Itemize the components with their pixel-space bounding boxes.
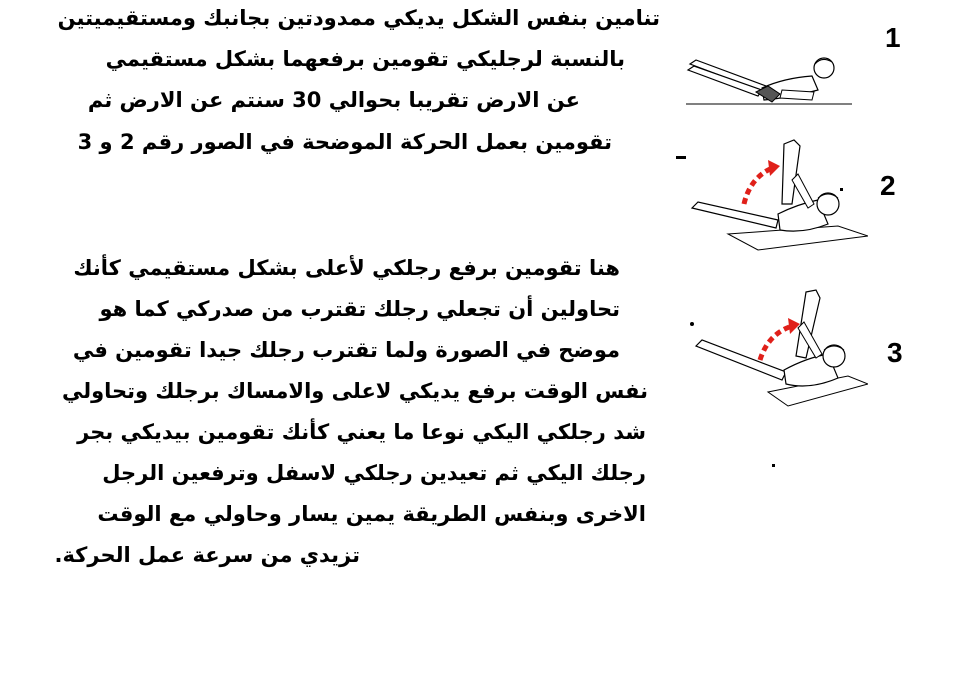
lying-legs-raised-figure-icon <box>684 50 854 110</box>
stray-mark <box>772 464 775 467</box>
paragraph-1-line: بالنسبة لرجليكي تقومين برفعهما بشكل مستقيمي <box>105 47 625 71</box>
paragraph-2-line: الاخرى وبنفس الطريقة يمين يسار وحاولي مع الوقت <box>97 502 646 526</box>
instruction-paragraph-1 <box>0 0 660 170</box>
paragraph-2-line: تحاولين أن تجعلي رجلك تقترب من صدركي كما هو <box>99 297 620 321</box>
figure-number-2: 2 <box>880 170 896 201</box>
stray-mark <box>690 322 694 326</box>
paragraph-2-line: شد رجلكي اليكي نوعا ما يعني كأنك تقومين بيديكي بجر <box>77 420 646 444</box>
stray-mark <box>840 188 843 191</box>
paragraph-1-line: تنامين بنفس الشكل يديكي ممدودتين بجانبك ومستقيميتين <box>57 6 660 30</box>
paragraph-2-line: هنا تقومين برفع رجلكي لأعلى بشكل مستقيمي كأنك <box>73 256 620 280</box>
paragraph-2-line: رجلك اليكي ثم تعيدين رجلكي لاسفل وترفعين الرجل <box>102 461 646 485</box>
figure-number-1: 1 <box>885 22 901 53</box>
paragraph-2-line: موضح في الصورة ولما تقترب رجلك جيدا تقومين في <box>72 338 620 362</box>
paragraph-1-line: تقومين بعمل الحركة الموضحة في الصور رقم 2 و 3 <box>77 130 612 154</box>
paragraph-2-line: تزيدي من سرعة عمل الحركة. <box>54 543 360 567</box>
figure-number-3: 3 <box>887 337 903 368</box>
stray-mark <box>676 156 686 159</box>
leg-pull-to-chest-figure-icon <box>688 134 868 254</box>
instruction-paragraph-2 <box>0 250 660 590</box>
leg-pull-to-chest-figure-icon <box>688 288 868 412</box>
paragraph-2-line: نفس الوقت برفع يديكي لاعلى والامساك برجلك وتحاولي <box>61 379 648 403</box>
paragraph-1-line: عن الارض تقريبا بحوالي 30 سنتم عن الارض ثم <box>87 88 580 112</box>
